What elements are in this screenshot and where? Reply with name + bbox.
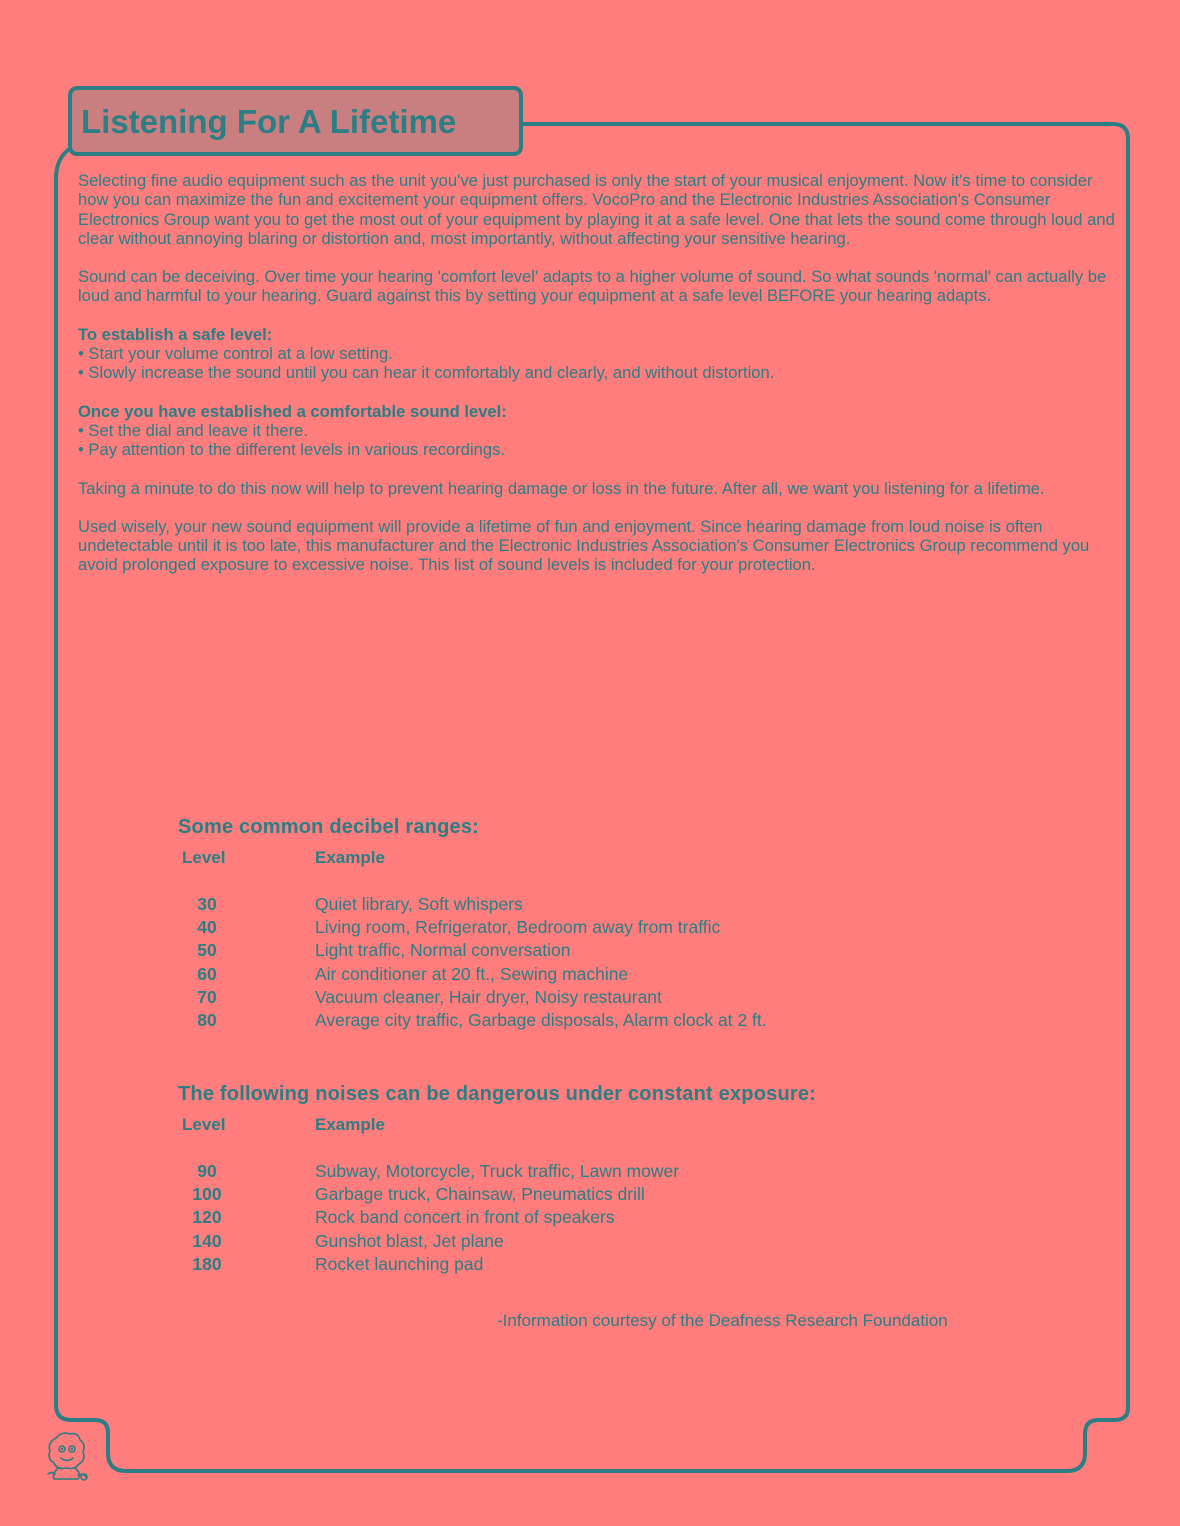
danger-table-title: The following noises can be dangerous under constant exposure: [178,1083,817,1105]
paragraph-used-wisely: Used wisely, your new sound equipment will provide a lifetime of fun and enjoyment. Since hearing damage from loud noise is often undetectable until it is too late, this manufacturer and the Electronic Industries Association's Consumer Electronics Group recommend you avoid prolonged exposure to excessive noise. This list of sound levels is included for your protection. [78,516,1090,575]
safe-level-bullet: • Slowly increase the sound until you can hear it comfortably and clearly, and without distortion. [78,363,775,383]
established-level-bullet: • Set the dial and leave it there. [78,420,308,440]
level-value: 70 [197,986,217,1007]
level-value: 100 [192,1184,222,1205]
paragraph-deceiving: Sound can be deceiving. Over time your hearing 'comfort level' adapts to a higher volume of sound. So what sounds 'normal' can actually be loud and harmful to your hearing. Guard against this by setting your equipment at a safe level BEFORE your hearing adapts. [78,267,1107,306]
safe-level-bullet: • Start your volume control at a low setting. [78,344,393,364]
table-row [178,964,1058,987]
danger-table-header [178,1115,1058,1139]
cartoon-mascot-icon [42,1430,92,1482]
table-row [178,1161,1058,1184]
example-value: Quiet library, Soft whispers [315,894,523,914]
example-column-header: Example [315,848,385,867]
danger-decibel-table [178,1083,1058,1277]
example-value: Average city traffic, Garbage disposals, Alarm clock at 2 ft. [315,1009,767,1030]
example-value: Rocket launching pad [315,1253,484,1274]
title-banner [68,86,523,156]
table-row [178,917,1058,940]
level-value: 40 [197,917,217,938]
table-row [178,1184,1058,1207]
common-table-title: Some common decibel ranges: [178,816,480,838]
level-column-header: Level [182,1115,226,1134]
example-value: Subway, Motorcycle, Truck traffic, Lawn mower [315,1161,680,1181]
example-value: Living room, Refrigerator, Bedroom away from traffic [315,917,721,938]
level-column-header: Level [182,848,226,867]
level-value: 30 [197,894,217,914]
example-value: Garbage truck, Chainsaw, Pneumatics drill [315,1184,645,1205]
common-table-header [178,848,1058,872]
example-value: Air conditioner at 20 ft., Sewing machine [315,963,629,984]
paragraph-minute: Taking a minute to do this now will help to prevent hearing damage or loss in the future. After all, we want you listening for a lifetime. [78,478,1045,498]
table-row [178,1231,1058,1254]
level-value: 60 [197,963,217,984]
level-value: 180 [192,1253,222,1274]
established-level-block [78,402,1123,460]
safe-level-block [78,325,1123,383]
level-value: 50 [197,940,217,961]
table-row [178,894,1058,917]
level-value: 120 [192,1207,222,1228]
level-value: 140 [192,1230,222,1251]
source-credit: -Information courtesy of the Deafness Research Foundation [497,1311,948,1330]
table-row [178,1207,1058,1230]
safe-level-heading: To establish a safe level: [78,324,273,344]
page-title: Listening For A Lifetime [81,103,457,140]
level-value: 80 [197,1009,217,1030]
paragraph-intro: Selecting fine audio equipment such as the unit you've just purchased is only the start of your musical enjoyment. Now it's time to consider how you can maximize the fun and excitement your equipment offers. VocoPro and the Electronic Industries Association's Consumer Electronics Group want you to get the most out of your equipment by playing it at a safe level. One that lets the sound come through loud and clear without annoying blaring or distortion and, most importantly, without affecting your sensitive hearing. [78,171,1115,248]
example-value: Light traffic, Normal conversation [315,940,571,961]
example-value: Gunshot blast, Jet plane [315,1230,504,1251]
established-level-heading: Once you have established a comfortable sound level: [78,401,507,421]
example-column-header: Example [315,1115,385,1134]
example-value: Rock band concert in front of speakers [315,1207,615,1228]
level-value: 90 [197,1161,217,1181]
example-value: Vacuum cleaner, Hair dryer, Noisy restaurant [315,986,662,1007]
intro-text [78,171,1123,594]
table-row [178,1010,1058,1033]
table-row [178,940,1058,963]
established-level-bullet: • Pay attention to the different levels in various recordings. [78,440,506,460]
table-row [178,1254,1058,1277]
common-decibel-table [178,816,1058,1033]
table-row [178,987,1058,1010]
